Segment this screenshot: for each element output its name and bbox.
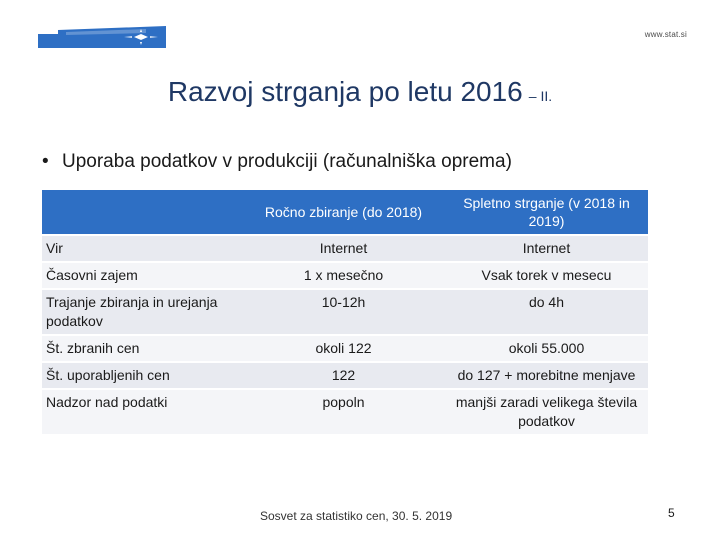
table-row: [42, 289, 648, 335]
sors-logo: [36, 24, 168, 50]
table-row: [42, 262, 648, 289]
bullet-dot: •: [42, 151, 49, 172]
table-row: [42, 362, 648, 389]
cell-manual: Internet: [242, 235, 445, 262]
table-header-manual: Ročno zbiranje (do 2018): [242, 190, 445, 235]
table-row: [42, 235, 648, 262]
table-header-row: [42, 190, 648, 235]
cell-scraping: Internet: [445, 235, 648, 262]
row-label: Št. zbranih cen: [42, 335, 242, 362]
cell-manual: 1 x mesečno: [242, 262, 445, 289]
comparison-table: [42, 190, 648, 436]
cell-scraping: Vsak torek v mesecu: [445, 262, 648, 289]
cell-scraping: do 4h: [445, 289, 648, 335]
cell-scraping: do 127 + morebitne menjave: [445, 362, 648, 389]
table-header-scraping: Spletno strganje (v 2018 in 2019): [445, 190, 648, 235]
bullet-text: Uporaba podatkov v produkciji (računalniška oprema): [62, 151, 512, 172]
table-row: [42, 389, 648, 435]
row-label: Nadzor nad podatki: [42, 389, 242, 435]
site-url[interactable]: www.stat.si: [644, 30, 687, 39]
row-label: Št. uporabljenih cen: [42, 362, 242, 389]
bullet-point: [42, 151, 512, 173]
page-number: 5: [668, 506, 675, 520]
cell-scraping: okoli 55.000: [445, 335, 648, 362]
row-label: Časovni zajem: [42, 262, 242, 289]
slide-title-suffix: – II.: [528, 88, 553, 104]
table-row: [42, 335, 648, 362]
row-label: Trajanje zbiranja in urejanja podatkov: [42, 289, 242, 335]
cell-manual: 122: [242, 362, 445, 389]
row-label: Vir: [42, 235, 242, 262]
footer-text: Sosvet za statistiko cen, 30. 5. 2019: [260, 509, 453, 523]
cell-scraping: manjši zaradi velikega števila podatkov: [445, 389, 648, 435]
cell-manual: 10-12h: [242, 289, 445, 335]
slide-title: [0, 76, 720, 108]
slide-title-text: Razvoj strganja po letu 2016: [167, 76, 523, 107]
cell-manual: okoli 122: [242, 335, 445, 362]
table-header-corner: [42, 190, 242, 235]
cell-manual: popoln: [242, 389, 445, 435]
